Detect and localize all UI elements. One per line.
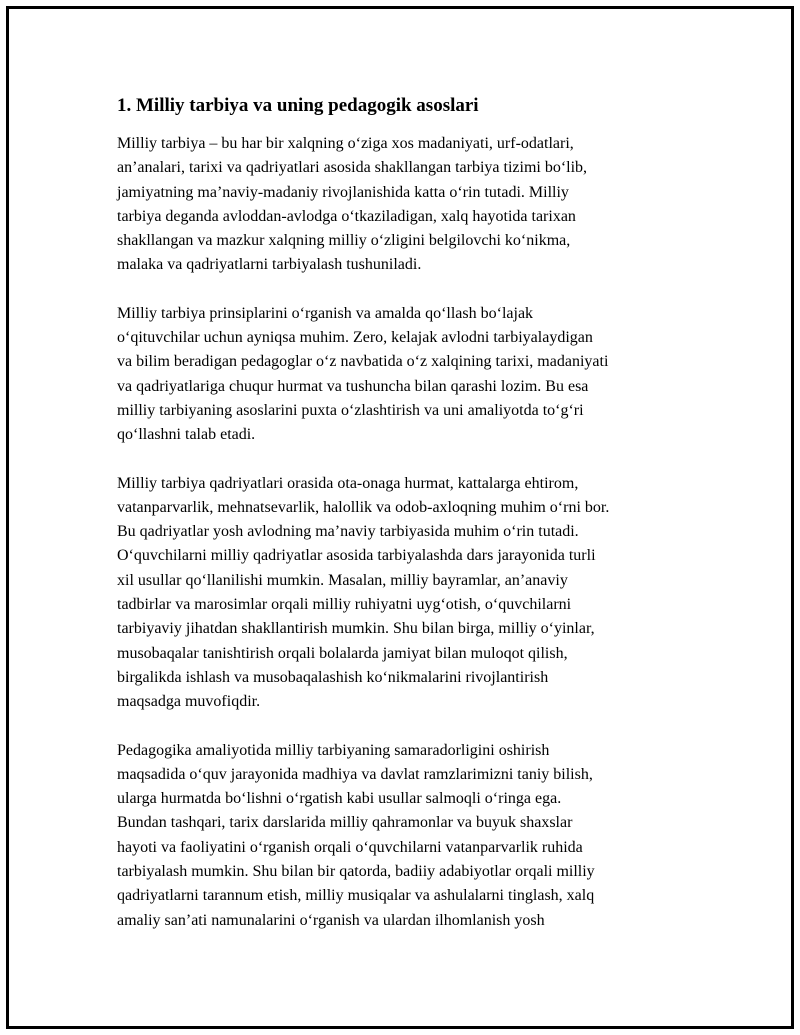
text-line: xil usullar qo‘llanilishi mumkin. Masalan, milliy bayramlar, an’anaviy	[117, 571, 568, 589]
text-line: musobaqalar tanishtirish orqali bolalarda jamiyat bilan muloqot qilish,	[117, 644, 568, 662]
text-line: maqsadida o‘quv jarayonida madhiya va davlat ramzlarimizni taniy bilish,	[117, 765, 593, 783]
section-heading: 1. Milliy tarbiya va uning pedagogik asoslari	[117, 95, 479, 116]
text-line: an’analari, tarixi va qadriyatlari asosida shakllangan tarbiya tizimi bo‘lib,	[117, 159, 588, 177]
text-line: Pedagogika amaliyotida milliy tarbiyaning samaradorligini oshirish	[117, 741, 550, 759]
text-line: Bundan tashqari, tarix darslarida milliy qahramonlar va buyuk shaxslar	[117, 814, 573, 832]
text-line: jamiyatning ma’naviy-madaniy rivojlanishida katta o‘rin tutadi. Milliy	[117, 183, 569, 201]
text-line: tarbiya deganda avloddan-avlodga o‘tkaziladigan, xalq hayotida tarixan	[117, 207, 576, 225]
text-line: qadriyatlarni tarannum etish, milliy musiqalar va ashulalarni tinglash, xalq	[117, 887, 595, 905]
document-body	[117, 94, 692, 957]
text-line: tarbiyaviy jihatdan shakllantirish mumkin. Shu bilan birga, milliy o‘yinlar,	[117, 620, 595, 638]
text-line: ularga hurmatda bo‘lishni o‘rgatish kabi usullar salmoqli o‘ringa ega.	[117, 790, 562, 808]
text-line: Bu qadriyatlar yosh avlodning ma’naviy tarbiyasida muhim o‘rin tutadi.	[117, 523, 579, 541]
text-line: o‘qituvchilar uchun ayniqsa muhim. Zero, kelajak avlodni tarbiyalaydigan	[117, 329, 593, 347]
text-line: Milliy tarbiya qadriyatlari orasida ota-onaga hurmat, kattalarga ehtirom,	[117, 474, 579, 492]
paragraph-3	[117, 472, 692, 715]
text-line: birgalikda ishlash va musobaqalashish ko‘nikmalarini rivojlantirish	[117, 668, 549, 686]
text-line: Milliy tarbiya prinsiplarini o‘rganish va amalda qo‘llash bo‘lajak	[117, 304, 534, 322]
paragraph-1	[117, 132, 692, 278]
text-line: Milliy tarbiya – bu har bir xalqning o‘ziga xos madaniyati, urf-odatlari,	[117, 135, 574, 152]
text-line: O‘quvchilarni milliy qadriyatlar asosida tarbiyalashda dars jarayonida turli	[117, 547, 596, 565]
text-line: tarbiyalash mumkin. Shu bilan bir qatorda, badiiy adabiyotlar orqali milliy	[117, 863, 595, 881]
text-line: vatanparvarlik, mehnatsevarlik, halollik va odob-axloqning muhim o‘rni bor.	[117, 498, 610, 516]
text-line: va bilim beradigan pedagoglar o‘z navbatida o‘z xalqining tarixi, madaniyati	[117, 353, 609, 371]
text-line: qo‘llashni talab etadi.	[117, 426, 256, 444]
text-line: shakllangan va mazkur xalqning milliy o‘zligini belgilovchi ko‘nikma,	[117, 232, 571, 250]
text-line: malaka va qadriyatlarni tarbiyalash tushuniladi.	[117, 256, 422, 274]
text-line: amaliy san’ati namunalarini o‘rganish va ulardan ilhomlanish yosh	[117, 911, 545, 929]
paragraph-2	[117, 302, 692, 448]
paragraph-4	[117, 739, 692, 933]
text-line: tadbirlar va marosimlar orqali milliy ruhiyatni uyg‘otish, o‘quvchilarni	[117, 596, 572, 614]
text-line: milliy tarbiyaning asoslarini puxta o‘zlashtirish va uni amaliyotda to‘g‘ri	[117, 401, 584, 419]
text-line: hayoti va faoliyatini o‘rganish orqali o‘quvchilarni vatanparvarlik ruhida	[117, 838, 583, 856]
text-line: maqsadga muvofiqdir.	[117, 693, 261, 711]
text-line: va qadriyatlariga chuqur hurmat va tushuncha bilan qarashi lozim. Bu esa	[117, 377, 589, 395]
